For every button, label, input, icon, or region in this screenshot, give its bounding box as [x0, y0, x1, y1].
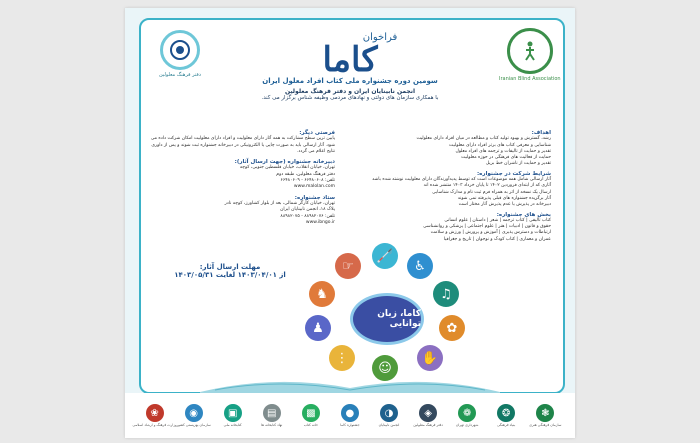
culture-office-logo [159, 30, 201, 78]
eye-icon [160, 30, 200, 70]
sponsor-logo: ● جشنواره کاما [333, 404, 367, 427]
deadline-box [155, 263, 305, 279]
wheelchair-icon: ♿ [407, 253, 433, 279]
left-column [149, 130, 335, 226]
invite-label: فراخوان [362, 32, 398, 43]
address-line: دفتر فرهنگ معلولین، طبقه دوم [276, 171, 335, 177]
sections-heading: بخش های جشنواره: [496, 211, 551, 218]
elderly-icon: ♞ [309, 281, 335, 307]
braille-icon: ⋮ [329, 345, 355, 371]
sponsor-logo: ▤ نهاد کتابخانه ها [255, 404, 289, 427]
staff-line: www.ibngo.ir [305, 219, 335, 225]
partners-line: با همکاری سازمان های دولتی و نهادهای مردمی وظیفه شناس برگزار می کند. [261, 95, 439, 101]
other-heading: فرصتی دیگر: [299, 130, 335, 136]
address-heading: دبیرخانه جشنواره (جهت ارسال آثار): [234, 159, 335, 166]
sponsor-footer [125, 393, 575, 438]
goal-item: حمایت از فعالیت های فرهنگی در حوزه معلولیت [461, 155, 551, 161]
walking-person-icon [507, 28, 553, 74]
festival-subtitle: سومین دوره جشنواره ملی کتاب افراد معلول ایران [262, 77, 438, 85]
emblem-icon: ▣ [224, 404, 242, 422]
sponsor-logo: ◑ انجمن نابینایان [372, 404, 406, 427]
person-icon: ☺ [372, 355, 398, 381]
emblem-icon: ◑ [380, 404, 398, 422]
address-line: تلفن: ۶۶۴۸۰۶۰۸ - ۶۶۴۸۰۶۰۹ [280, 178, 335, 184]
goal-item: تقدیر و حمایت از تالیفات و ترجمه های افراد معلول [455, 148, 551, 154]
slogan-hub: کاما، زبان توانایی [350, 293, 424, 345]
deadline-range: از ۱۴۰۳/۰۴/۰۱ لغایت ۱۴۰۳/۰۵/۳۱ [174, 271, 286, 279]
title-block [210, 32, 490, 101]
poster [125, 8, 575, 438]
right-logo-caption: Iranian Blind Association [499, 76, 561, 82]
goals-heading: اهداف: [531, 130, 551, 136]
deadline-label: مهلت ارسال آثار: [199, 263, 261, 271]
organizer-line: انجمن نابینایان ایران و دفتر فرهنگ معلولین [284, 88, 416, 95]
goal-item: تقدیر و حمایت از ناشران خط بریل [485, 161, 551, 167]
emblem-icon: ❁ [458, 404, 476, 422]
hand-icon: ☞ [335, 253, 361, 279]
section-item: کتاب تالیفی | کتاب ترجمه | شعر | داستان | علوم انسانی [444, 217, 551, 223]
condition-item: ارسال یک نسخه از اثر به همراه فرم ثبت نام و مدارک شناسایی [432, 189, 551, 195]
address-line: www.malolan.com [293, 184, 335, 190]
staff-line: پلاک ۱۸، انجمن نابینایان ایران [280, 207, 335, 213]
section-item: حقوق و قانون | ادبیات | هنر | علوم اجتماعی | پزشکی و روانشناسی [423, 224, 551, 230]
blind-association-logo [499, 28, 561, 82]
emblem-icon: ◉ [185, 404, 203, 422]
emblem-icon: ❀ [146, 404, 164, 422]
conditions-heading: شرایط شرکت در جشنواره: [476, 170, 551, 177]
sign-language-icon: ✋ [417, 345, 443, 371]
other-text: پایین ترین سطح مشارکت به همه آثار دارای معلولیت و افراد دارای معلولیت امکان شرکت داده می شود. آثار ارسالی باید به صورت چاپی یا الکترونیکی در دبیرخانه جشنواره ثبت شوند و پس از داوری نتایج اعلام می گردد. [150, 136, 335, 154]
emblem-icon: ● [341, 404, 359, 422]
condition-item: آثاری که از ابتدای فروردین ۱۴۰۲ تا پایان خرداد ۱۴۰۳ منتشر شده اند [423, 183, 551, 189]
hearing-icon: ♫ [433, 281, 459, 307]
emblem-icon: ▤ [263, 404, 281, 422]
right-column [353, 130, 551, 243]
sponsor-logo: ▩ خانه کتاب [294, 404, 328, 427]
sponsor-logo: ❂ بنیاد فرهنگی [489, 404, 523, 427]
condition-item: دبیرخانه در پذیرش یا عدم پذیرش آثار مختار است [458, 202, 551, 208]
staff-line: تهران، خیابان کارگر شمالی، بعد از بلوار کشاورز، کوچه نادر [224, 200, 335, 206]
emblem-icon: ▩ [302, 404, 320, 422]
sponsor-logo: ❀ وزارت فرهنگ و ارشاد اسلامی [138, 404, 172, 427]
condition-item: آثار برگزیده جشنواره های قبلی پذیرفته نمی شوند [457, 195, 551, 201]
condition-item: آثار ارسالی شامل همه موضوعات است که توسط پدیدآورندگان دارای معلولیت نوشته شده باشد [372, 177, 551, 183]
section-item: ارتباطات و دسترس پذیری | آموزش و پرورش | ورزش و سلامت [430, 230, 551, 236]
walking-cane-icon: 🦯 [372, 243, 398, 269]
emblem-icon: ◈ [419, 404, 437, 422]
family-icon: ♟ [305, 315, 331, 341]
left-logo-caption: دفتر فرهنگ معلولین [159, 72, 201, 78]
goal-item: رشد، گسترش و بهبود تولید کتاب و مطالعه در میان افراد دارای معلولیت [416, 136, 551, 142]
emblem-icon: ❃ [536, 404, 554, 422]
brain-icon: ✿ [439, 315, 465, 341]
sponsor-logo: ◉ سازمان بهزیستی کشور [177, 404, 211, 427]
brand-title: کاما [322, 40, 378, 80]
sponsor-logo: ◈ دفتر فرهنگ معلولین [411, 404, 445, 427]
sponsor-logo: ❃ سازمان فرهنگی هنری [528, 404, 562, 427]
sponsor-logo: ❁ شهرداری تهران [450, 404, 484, 427]
goal-item: شناسایی و معرفی کتاب های برتر افراد دارای معلولیت [449, 142, 551, 148]
sponsor-logo: ▣ کتابخانه ملی [216, 404, 250, 427]
address-line: تهران، خیابان انقلاب، خیابان فلسطین جنوبی، کوچه [239, 165, 335, 171]
section-item: عمران و معماری | کتاب کودک و نوجوان | تاریخ و جغرافیا [443, 236, 551, 242]
staff-line: تلفن: ۸۸۹۸۲۰۷۶ - ۸۸۹۸۲۰۷۵ [280, 213, 335, 219]
emblem-icon: ❂ [497, 404, 515, 422]
staff-heading: ستاد جشنواره: [294, 194, 335, 201]
